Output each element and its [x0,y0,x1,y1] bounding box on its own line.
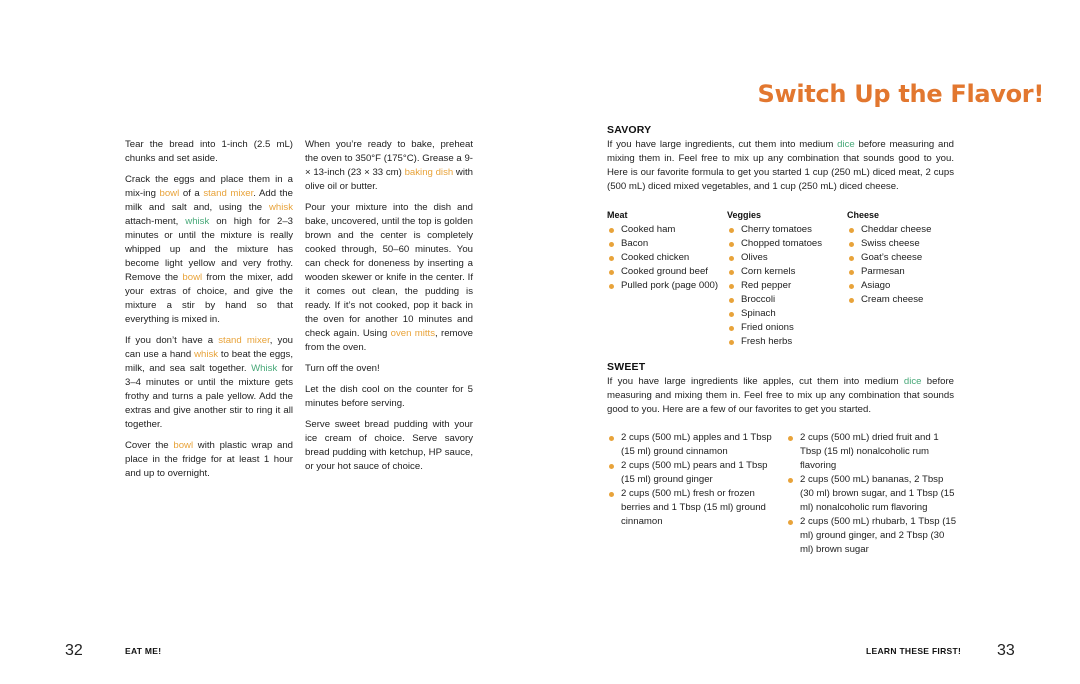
step-paragraph [305,201,473,355]
technique-link-whisk[interactable]: Whisk [251,363,278,374]
text-run: If you have large ingredients like apples, cut them into medium [607,376,904,387]
glossary-link-stand-mixer[interactable]: stand mixer [203,188,254,199]
text-run: , you can use a hand [125,335,293,360]
veggies-list [727,208,839,349]
list-item: Cooked ham [607,223,719,237]
list-item: Bacon [607,237,719,251]
step-paragraph [125,439,293,481]
sweet-list-left [607,431,777,529]
list-item: Fresh herbs [727,335,839,349]
glossary-link-whisk[interactable]: whisk [269,202,293,213]
step-paragraph [305,138,473,194]
sweet-intro [607,375,954,417]
list-item: 2 cups (500 mL) pears and 1 Tbsp (15 ml) ground ginger [607,459,777,487]
text-run: to beat the eggs, milk, and sea salt together. [125,349,293,374]
technique-link-dice[interactable]: dice [837,139,855,150]
glossary-link-whisk[interactable]: whisk [194,349,219,360]
glossary-link-oven-mitts[interactable]: oven mitts [390,328,436,339]
text-run: If you have large ingredients, cut them into medium [607,139,838,150]
text-run: , remove from the oven. [305,328,473,353]
list-item: Red pepper [727,279,839,293]
list-item: Goat’s cheese [847,251,957,265]
step-paragraph: Let the dish cool on the counter for 5 minutes before serving. [305,384,473,409]
glossary-link-baking-dish[interactable]: baking dish [404,167,454,178]
list-item: Parmesan [847,265,957,279]
text-run: before measuring and mixing them in. Feel free to mix up any combination that sounds good to you. Here is our favorite formula to get you started 1 cup (250 mL) diced meat, 2 cups (500 mL) diced mixed vegetables, and 1 cup (250 mL) diced cheese. [607,139,955,192]
savory-intro [607,138,954,194]
cheese-list [847,208,957,307]
savory-heading: SAVORY [607,124,652,136]
text-run: before measuring and mixing them in. Feel free to mix up any combination that sounds good to you. Here are a few of our favorites to get you started. [607,376,954,415]
glossary-link-bowl[interactable]: bowl [182,272,203,283]
page-number-right: 33 [997,642,1015,659]
text-run: with olive oil or butter. [305,167,473,192]
technique-link-whisk[interactable]: whisk [185,216,210,227]
meat-heading: Meat [607,210,628,220]
veggies-heading: Veggies [727,210,762,220]
text-run: Crack the eggs and place them in a mix-ing [125,174,293,199]
text-run: When you’re ready to bake, preheat the oven to 350°F (175°C). Grease a 9- × 13-inch (23 × 33 cm) [305,139,473,178]
list-item: Fried onions [727,321,839,335]
list-item: Cream cheese [847,293,957,307]
list-item: 2 cups (500 mL) fresh or frozen berries and 1 Tbsp (15 ml) ground cinnamon [607,487,777,529]
page-title: Switch Up the Flavor! [757,80,1044,108]
instructions-column-2 [305,138,473,481]
sweet-heading: SWEET [607,361,646,373]
list-item: Asiago [847,279,957,293]
list-item: Cooked chicken [607,251,719,265]
step-paragraph [125,334,293,432]
text-run: on high for 2–3 minutes or until the mixture is really whipped up and the mixture has become light yellow and very frothy. Remove the [125,216,293,283]
sweet-list-right [786,431,958,557]
list-item: 2 cups (500 mL) dried fruit and 1 Tbsp (15 ml) nonalcoholic rum flavoring [786,431,958,473]
list-item: Spinach [727,307,839,321]
step-paragraph: Serve sweet bread pudding with your ice cream of choice. Serve savory bread pudding with ketchup, HP sauce, or your hot sauce of choice. [305,419,473,472]
list-item: Cheddar cheese [847,223,957,237]
footer-label-left: EAT ME! [125,646,162,656]
glossary-link-bowl[interactable]: bowl [173,440,194,451]
step-paragraph: Tear the bread into 1-inch (2.5 mL) chunks and set aside. [125,139,293,164]
page-number-left: 32 [65,642,83,659]
footer-label-right: LEARN THESE FIRST! [866,646,962,656]
glossary-link-bowl[interactable]: bowl [159,188,180,199]
meat-list [607,208,719,293]
list-item: Pulled pork (page 000) [607,279,719,293]
list-item: Cooked ground beef [607,265,719,279]
text-run: of a [179,188,204,199]
list-item: 2 cups (500 mL) apples and 1 Tbsp (15 ml) ground cinnamon [607,431,777,459]
text-run: from the mixer, add your extras of choice, and give the mixture a stir by hand so that everything is mixed in. [125,272,293,325]
list-item: Broccoli [727,293,839,307]
text-run: with plastic wrap and place in the fridge for at least 1 hour and up to overnight. [125,440,293,479]
list-item: Corn kernels [727,265,839,279]
list-item: 2 cups (500 mL) bananas, 2 Tbsp (30 ml) brown sugar, and 1 Tbsp (15 ml) nonalcoholic rum flavoring [786,473,958,515]
glossary-link-stand-mixer[interactable]: stand mixer [218,335,270,346]
list-item: Cherry tomatoes [727,223,839,237]
list-item: Swiss cheese [847,237,957,251]
text-run: attach-ment, [125,216,186,227]
technique-link-dice[interactable]: dice [903,376,922,387]
text-run: . Add the milk and salt and, using the [125,188,293,213]
step-paragraph [125,173,293,327]
list-item: Chopped tomatoes [727,237,839,251]
text-run: Cover the [125,440,174,451]
right-page [540,0,1080,684]
cheese-heading: Cheese [847,210,880,220]
list-item: Olives [727,251,839,265]
instructions-column-1 [125,138,293,488]
step-paragraph: Turn off the oven! [305,363,380,374]
list-item: 2 cups (500 mL) rhubarb, 1 Tbsp (15 ml) ground ginger, and 2 Tbsp (30 ml) brown sugar [786,515,958,557]
text-run: Pour your mixture into the dish and bake, uncovered, until the top is golden brown and the center is completely cooked through, 50–60 minutes. You can check for doneness by inserting a wooden skewer or knife in the center. If it comes out clean, the pudding is ready. If it’s not cooked, pop it back in the oven for another 10 minutes and check again. Using [305,202,473,339]
text-run: If you don’t have a [125,335,219,346]
text-run: for 3–4 minutes or until the mixture gets frothy and turns a pale yellow. Add the extras and give another stir to ring it all together. [125,363,293,430]
